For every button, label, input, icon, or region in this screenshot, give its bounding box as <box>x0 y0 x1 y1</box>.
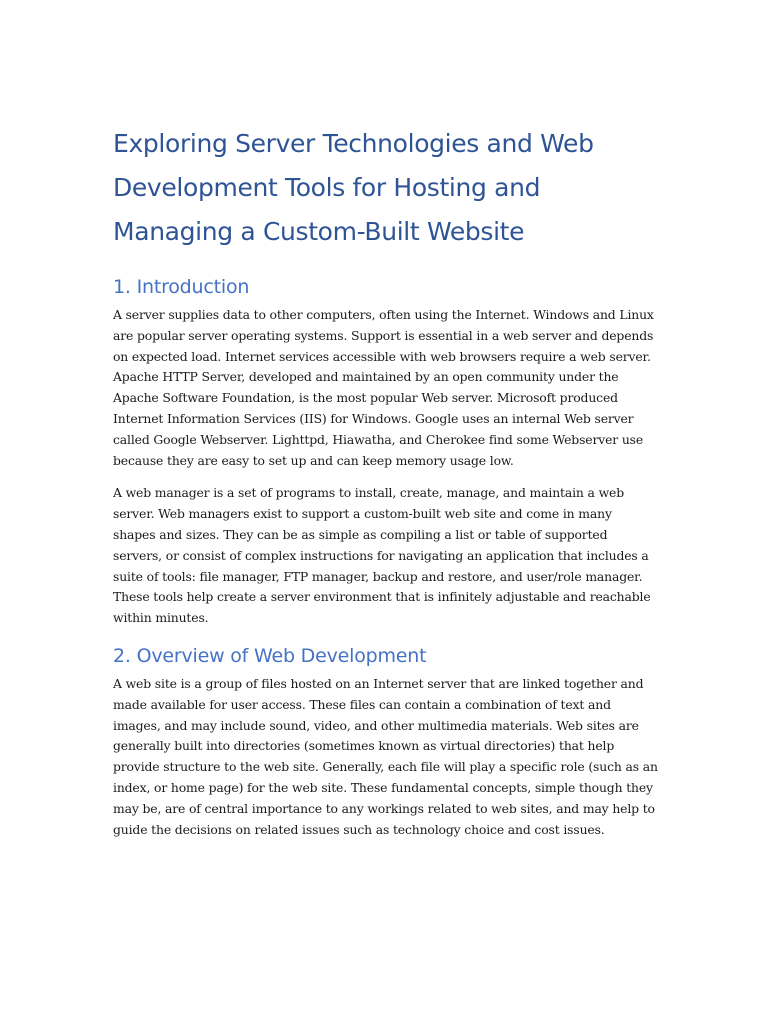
section-introduction <box>113 274 658 629</box>
section-web-development <box>113 643 658 840</box>
section-heading-web-development: 2. Overview of Web Development <box>113 644 427 667</box>
document-title: Exploring Server Technologies and Web Development Tools for Hosting and Managing a Custom-Built Website <box>113 129 594 246</box>
paragraph-servers: A server supplies data to other computers, often using the Internet. Windows and Linux are popular server operating systems. Support is essential in a web server and depends on expected load. Internet services accessible with web browsers require a web server. Apache HTTP Server, developed and maintained by an open community under the Apache Software Foundation, is the most popular Web server. Microsoft produced Internet Information Services (IIS) for Windows. Google uses an internal Web server called Google Webserver. Lighttpd, Hiawatha, and Cherokee find some Webserver use because they are easy to set up and can keep memory usage low. <box>113 307 654 468</box>
document-body <box>113 122 658 852</box>
paragraph-web-sites: A web site is a group of files hosted on an Internet server that are linked together and made available for user access. These files can contain a combination of text and images, and may include sound, video, and other multimedia materials. Web sites are generally built into directories (sometimes known as virtual directories) that help provide structure to the web site. Generally, each file will play a specific role (such as an index, or home page) for the web site. These fundamental concepts, simple though they may be, are of central importance to any workings related to web sites, and may help to guide the decisions on related issues such as technology choice and cost issues. <box>113 675 658 837</box>
paragraph-web-managers: A web manager is a set of programs to install, create, manage, and maintain a web server. Web managers exist to support a custom-built web site and come in many shapes and sizes. They can be as simple as compiling a list or table of supported servers, or consist of complex instructions for navigating an application that includes a suite of tools: file manager, FTP manager, backup and restore, and user/role manager. These tools help create a server environment that is infinitely adjustable and reachable within minutes. <box>113 485 651 626</box>
section-heading-introduction: 1. Introduction <box>113 276 250 298</box>
